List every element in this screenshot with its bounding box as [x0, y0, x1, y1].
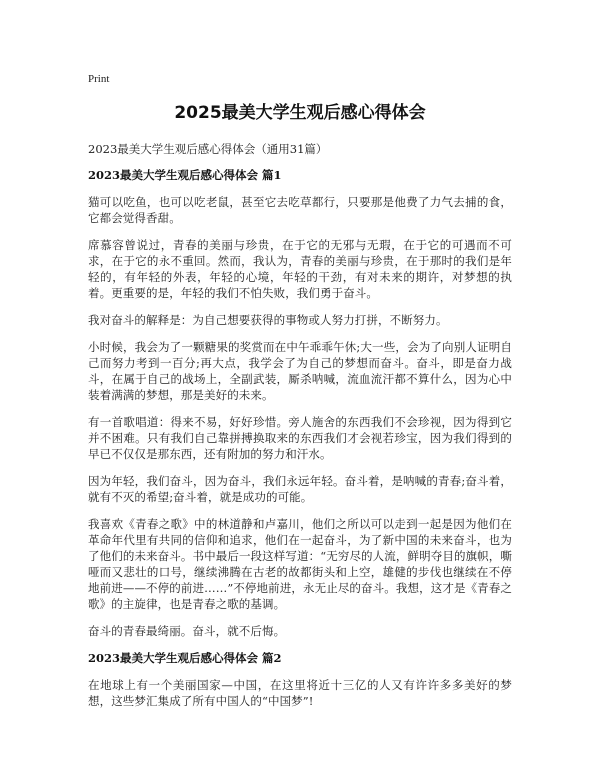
paragraph: 小时候，我会为了一颗糖果的奖赏而在中午乖乖午休;大一些，会为了向别人证明自己而努力考到一百分;再大点，我学会了为自己的梦想而奋斗。奋斗，即是奋力战斗，在属于自己的战场上，全副武装，厮杀呐喊，流血流汗都不算什么，因为心中装着满满的梦想，那是美好的未来。	[88, 340, 512, 402]
paragraph: 席慕容曾说过，青春的美丽与珍贵，在于它的无邪与无瑕，在于它的可遇而不可求，在于它的永不重回。然而，我认为，青春的美丽与珍贵，在于那时的我们是年轻的，有年轻的外表，年轻的心境，年轻的干劲，有对未来的期许，对梦想的执着。更重要的是，年轻的我们不怕失败，我们勇于奋斗。	[88, 238, 512, 300]
paragraph: 我对奋斗的解释是：为自己想要获得的事物或人努力打拼，不断努力。	[88, 313, 448, 327]
paragraph: 猫可以吃鱼，也可以吃老鼠，甚至它去吃草都行，只要那是他费了力气去捕的食，它都会觉得香甜。	[88, 195, 512, 225]
paragraph: 在地球上有一个美丽国家—中国，在这里将近十三亿的人又有许许多多美好的梦想，这些梦汇集成了所有中国人的“中国梦”!	[88, 678, 512, 708]
paragraph: 因为年轻，我们奋斗，因为奋斗，我们永远年轻。奋斗着，是呐喊的青春;奋斗着，就有不灭的希望;奋斗着，就是成功的可能。	[88, 474, 512, 504]
document-title: 2025最美大学生观后感心得体会	[174, 103, 426, 123]
section-2	[88, 650, 512, 709]
print-link[interactable]: Print	[88, 73, 110, 85]
section-1	[88, 167, 512, 639]
document-subtitle: 2023最美大学生观后感心得体会（通用31篇）	[88, 142, 328, 156]
paragraph: 奋斗的青春最绮丽。奋斗，就不后悔。	[88, 624, 286, 638]
paragraph: 有一首歌唱道：得来不易，好好珍惜。旁人施舍的东西我们不会珍视，因为得到它并不困难。只有我们自己靠拼搏换取来的东西我们才会视若珍宝，因为我们得到的早已不仅仅是那东西，还有附加的努力和汗水。	[88, 415, 512, 461]
section-heading: 2023最美大学生观后感心得体会 篇2	[88, 651, 282, 665]
paragraph: 我喜欢《青春之歌》中的林道静和卢嘉川，他们之所以可以走到一起是因为他们在革命年代里有共同的信仰和追求，他们在一起奋斗，为了新中国的未来奋斗，也为了他们的未来奋斗。书中最后一段这样写道：“无穷尽的人流，鲜明夺目的旗帜，嘶哑而又悲壮的口号，继续沸腾在古老的故都街头和上空，雄健的步伐也继续在不停地前进——不停的前进……”不停地前进，永无止尽的奋斗。我想，这才是《青春之歌》的主旋律，也是青春之歌的基调。	[88, 517, 512, 611]
section-heading: 2023最美大学生观后感心得体会 篇1	[88, 168, 282, 182]
